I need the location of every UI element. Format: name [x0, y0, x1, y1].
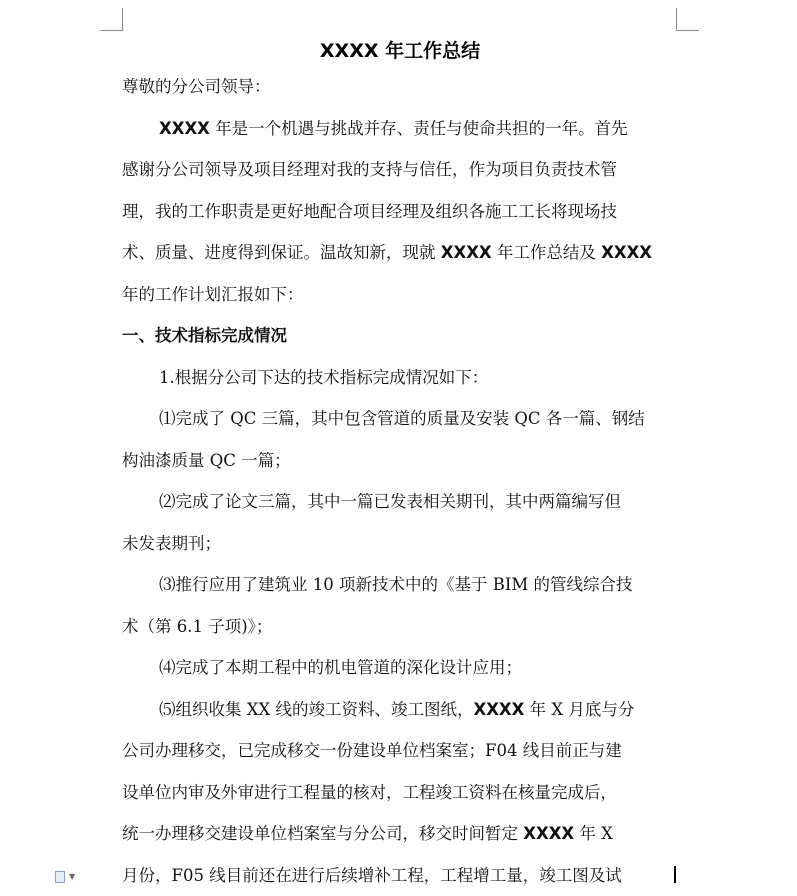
- year-placeholder: XXXX: [159, 119, 210, 138]
- text-cursor: [674, 866, 676, 883]
- sub-item-1-line-2: 构油漆质量 QC 一篇；: [122, 440, 678, 482]
- list-item-1: 1.根据分公司下达的技术指标完成情况如下：: [122, 357, 678, 399]
- section-heading-1: 一、技术指标完成情况: [122, 315, 678, 357]
- sub-item-2-line-1: ⑵完成了论文三篇，其中一篇已发表相关期刊，其中两篇编写但: [122, 481, 678, 523]
- sub-item-5-text: 统一办理移交建设单位档案室与分公司，移交时间暂定: [122, 824, 523, 843]
- year-placeholder: XXXX: [601, 243, 652, 262]
- document-body[interactable]: [122, 36, 678, 896]
- intro-text: 年是一个机遇与挑战并存、责任与使命共担的一年。首先: [210, 119, 628, 138]
- sub-item-3-line-2: 术（第 6.1 子项)》；: [122, 606, 678, 648]
- sub-item-2-line-2: 未发表期刊；: [122, 523, 678, 565]
- sub-item-3-line-1: ⑶推行应用了建筑业 10 项新技术中的《基于 BIM 的管线综合技: [122, 564, 678, 606]
- intro-text: 术、质量、进度得到保证。温故知新，现就: [122, 243, 441, 262]
- chevron-down-icon: ▼: [69, 873, 75, 881]
- document-title: XXXX 年工作总结: [122, 36, 678, 66]
- intro-line-3: 理，我的工作职责是更好地配合项目经理及组织各施工工长将现场技: [122, 191, 678, 233]
- intro-paragraph: [122, 108, 678, 316]
- sub-item-5-line-3: 设单位内审及外审进行工程量的核对，工程竣工资料在核量完成后，: [122, 772, 678, 814]
- page-corner-mark-top-left: [100, 8, 123, 31]
- sub-item-4-line-1: ⑷完成了本期工程中的机电管道的深化设计应用；: [122, 647, 678, 689]
- year-placeholder: XXXX: [523, 824, 574, 843]
- intro-line-1: [122, 108, 678, 150]
- year-placeholder: XXXX: [441, 243, 492, 262]
- sub-item-1-line-1: ⑴完成了 QC 三篇，其中包含管道的质量及安装 QC 各一篇、钢结: [122, 398, 678, 440]
- page-corner-mark-top-right: [676, 8, 699, 31]
- sub-item-5-line-5: 月份，F05 线目前还在进行后续增补工程，工程增工量，竣工图及试: [122, 855, 678, 896]
- clipboard-icon: [55, 871, 65, 883]
- sub-item-5-text: 年 X 月底与分: [524, 700, 634, 719]
- sub-item-5-text: 年 X: [574, 824, 613, 843]
- year-placeholder: XXXX: [473, 700, 524, 719]
- sub-item-5-line-2: 公司办理移交，已完成移交一份建设单位档案室；F04 线目前正与建: [122, 730, 678, 772]
- salutation: 尊敬的分公司领导：: [122, 66, 678, 108]
- intro-line-2: 感谢分公司领导及项目经理对我的支持与信任，作为项目负责技术管: [122, 149, 678, 191]
- sub-item-5-text: ⑸组织收集 XX 线的竣工资料、竣工图纸，: [159, 700, 473, 719]
- sub-item-5-line-1: [122, 689, 678, 731]
- intro-line-4: [122, 232, 678, 274]
- sub-item-5-line-4: [122, 813, 678, 855]
- intro-line-5: 年的工作计划汇报如下：: [122, 274, 678, 316]
- intro-text: 年工作总结及: [492, 243, 602, 262]
- paste-options-icon[interactable]: [55, 871, 79, 883]
